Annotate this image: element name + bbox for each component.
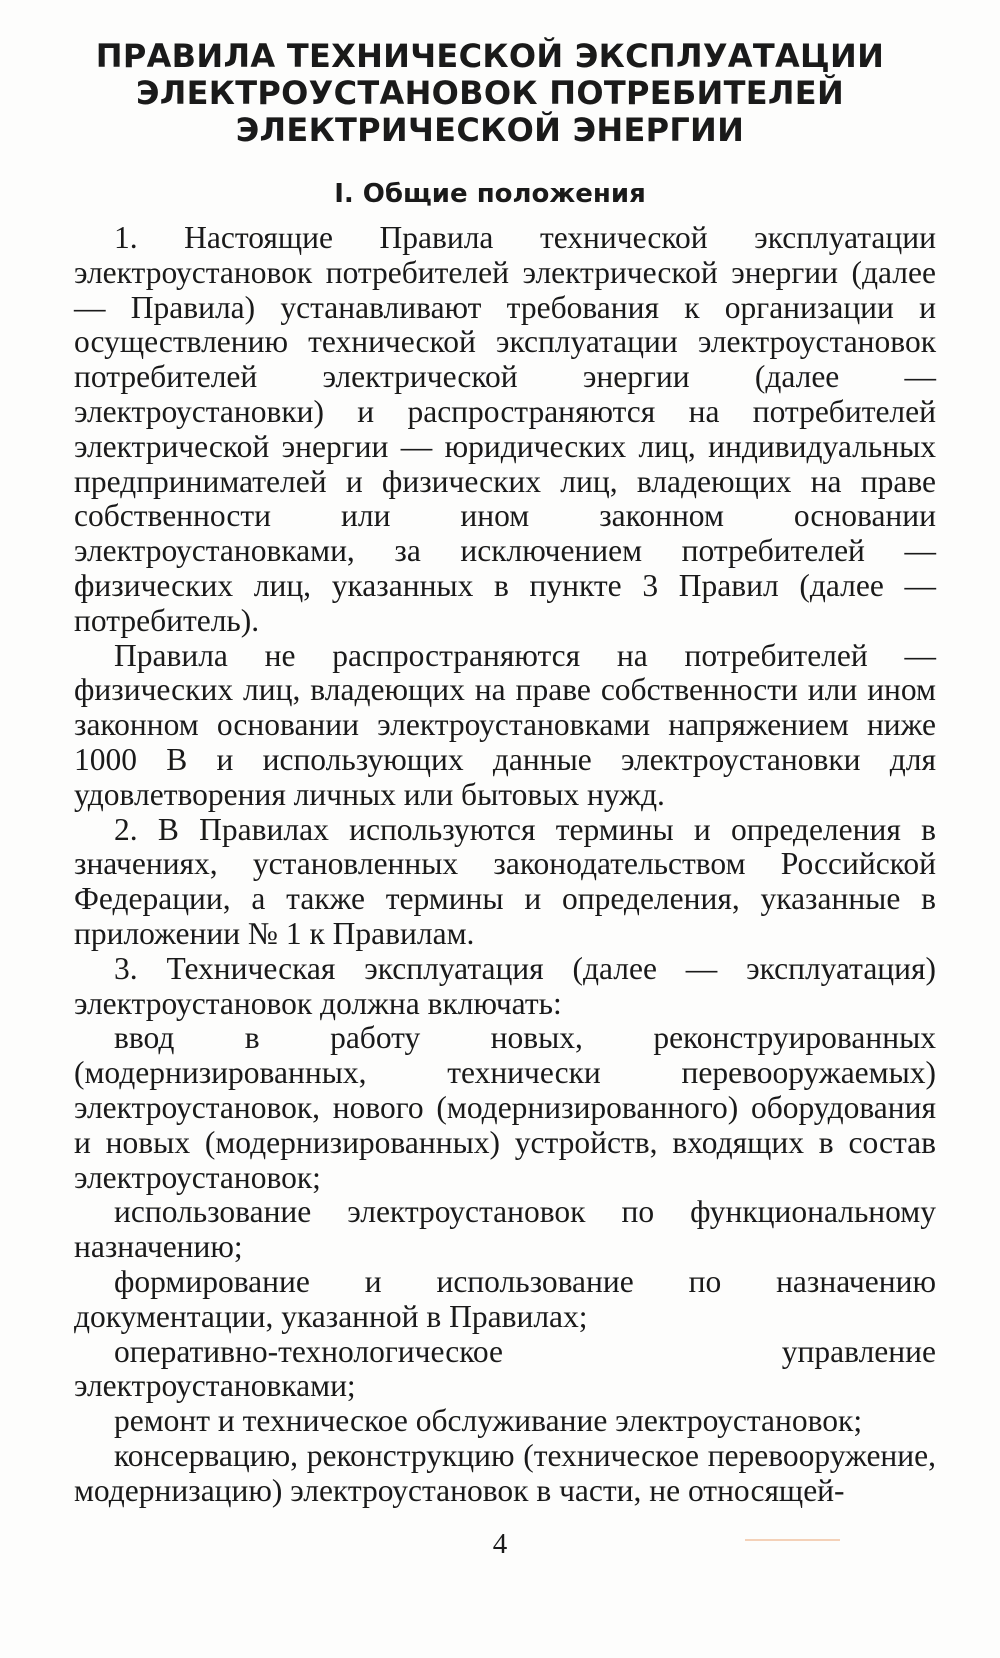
section-heading: I. Общие положения [334,179,646,209]
title-line-1: ПРАВИЛА ТЕХНИЧЕСКОЙ ЭКСПЛУАТАЦИИ [95,37,885,75]
paragraph-3: 2. В Правилах используются термины и определения в значениях, установленных законодательством Российской Федерации, а также термины и определения, указанные в приложении № 1 к Правилам. [74,811,936,951]
paragraph-10: консервацию, реконструкцию (техническое перевооружение, модернизацию) электроустановок в части, не относящей- [74,1437,936,1508]
paragraph-9: ремонт и техническое обслуживание электроустановок; [114,1403,863,1439]
paragraph-8: оперативно-технологическое управление электроустановками; [74,1333,936,1404]
paragraph-2: Правила не распространяются на потребителей — физических лиц, владеющих на праве собственности или ином законном основании электроустановками напряжением ниже 1000 В и использующих данные электроустановки для удовлетворения личных или бытовых нужд. [74,637,936,812]
paragraph-4: 3. Техническая эксплуатация (далее — эксплуатация) электроустановок должна включать: [74,950,936,1021]
paragraph-1: 1. Настоящие Правила технической эксплуатации электроустановок потребителей электрической энергии (далее — Правила) устанавливают требования к организации и осуществлению технической эксплуатации электроустановок потребителей электрической энергии (далее — электроустановки) и распространяются на потребителей электрической энергии — юридических лиц, индивидуальных предпринимателей и физических лиц, владеющих на праве собственности или ином законном основании электроустановками, за исключением потребителей — физических лиц, указанных в пункте 3 Правил (далее — потребитель). [74,220,936,638]
paragraph-7: формирование и использование по назначению документации, указанной в Правилах; [74,1263,936,1334]
title-line-3: ЭЛЕКТРИЧЕСКОЙ ЭНЕРГИИ [235,111,745,149]
paragraph-6: использование электроустановок по функциональному назначению; [74,1194,936,1265]
page-number: 4 [492,1528,508,1560]
document-title [60,38,920,149]
title-line-2: ЭЛЕКТРОУСТАНОВОК ПОТРЕБИТЕЛЕЙ [135,74,845,112]
paragraph-5: ввод в работу новых, реконструированных (модернизированных, технически перевооружаемых) электроустановок, нового (модернизированного) оборудования и новых (модернизированных) устройств, входящих в состав электроустановок; [74,1020,936,1195]
document-body [74,221,936,1508]
